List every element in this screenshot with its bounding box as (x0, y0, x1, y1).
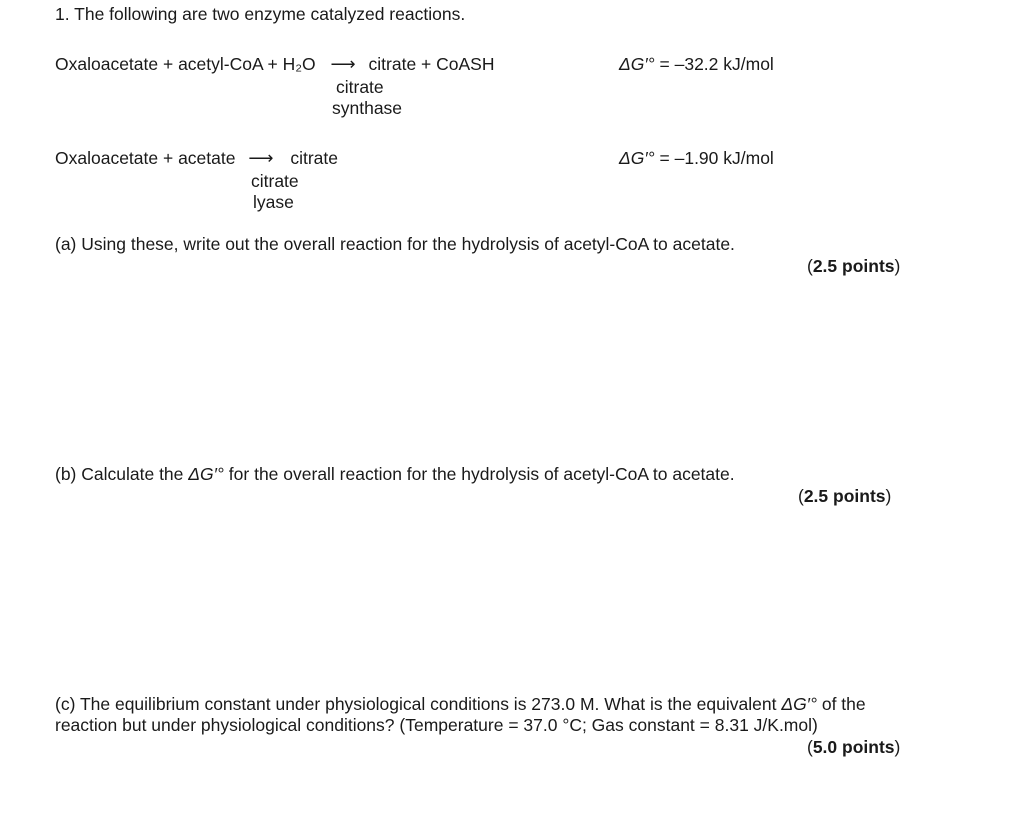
reaction-2-reactants: Oxaloacetate + acetate (55, 148, 236, 168)
part-b-points: (2.5 points) (798, 486, 892, 506)
part-c-question-line1: (c) The equilibrium constant under physiological conditions is 273.0 M. What is the equivalent ΔG′° of the (55, 694, 866, 714)
part-a-points: (2.5 points) (807, 256, 901, 276)
delta-g-symbol: ΔG′° (781, 694, 817, 714)
part-c-points: (5.0 points) (807, 737, 901, 757)
part-c-question-line2: reaction but under physiological conditions? (Temperature = 37.0 °C; Gas constant = 8.31 J/K.mol) (55, 715, 818, 735)
question-number: 1. (55, 4, 70, 24)
reaction-2-delta-g (619, 148, 774, 169)
reaction-1-equation (55, 54, 494, 75)
reaction-1-reactants: Oxaloacetate + acetyl-CoA + H₂O (55, 54, 316, 74)
reaction-2-enzyme-line2: lyase (253, 192, 294, 212)
part-b-points-value: 2.5 points (803, 486, 886, 506)
reaction-2-products: citrate (290, 148, 338, 168)
reaction-1-enzyme-line2: synthase (332, 98, 403, 118)
reaction-1-delta-g-value: = –32.2 kJ/mol (659, 54, 774, 74)
delta-g-symbol: ΔG′° (619, 54, 655, 74)
part-a-points-value: 2.5 points (812, 256, 895, 276)
reaction-1-arrow: ⟶ (330, 54, 356, 74)
reaction-2-equation (55, 148, 338, 169)
reaction-2-enzyme-line1: citrate (251, 171, 299, 191)
question-header (55, 4, 465, 25)
reaction-1-enzyme-line1: citrate (336, 77, 384, 97)
delta-g-symbol: ΔG′° (619, 148, 655, 168)
reaction-1-delta-g (619, 54, 774, 75)
part-b-question: (b) Calculate the ΔG′° for the overall reaction for the hydrolysis of acetyl-CoA to acetate. (55, 464, 735, 484)
reaction-2-arrow: ⟶ (248, 148, 274, 168)
reaction-1-products: citrate + CoASH (368, 54, 495, 74)
reaction-2-delta-g-value: = –1.90 kJ/mol (659, 148, 774, 168)
delta-g-symbol: ΔG′° (188, 464, 224, 484)
part-a-question: (a) Using these, write out the overall reaction for the hydrolysis of acetyl-CoA to acetate. (55, 234, 735, 254)
question-prompt: The following are two enzyme catalyzed reactions. (74, 4, 466, 24)
part-c-points-value: 5.0 points (812, 737, 895, 757)
